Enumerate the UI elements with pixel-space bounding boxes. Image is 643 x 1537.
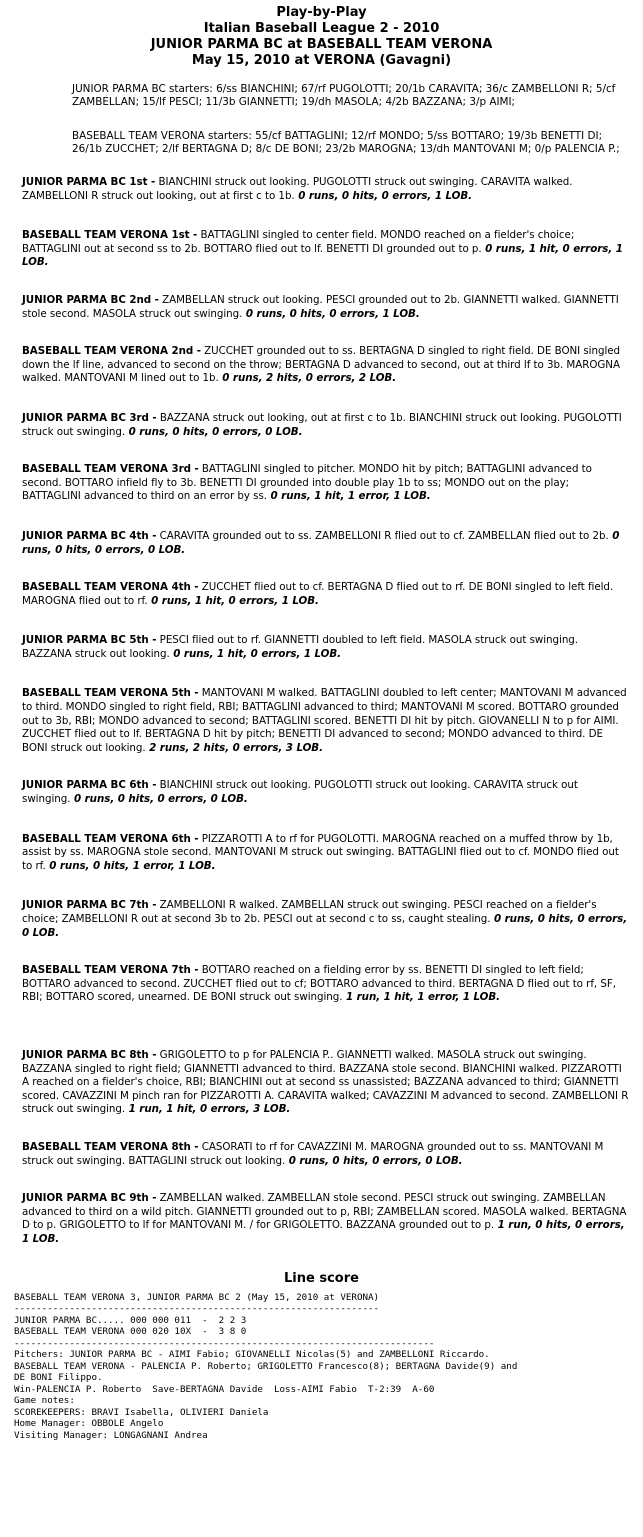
inning-entry: [22, 176, 629, 203]
inning-summary: 0 runs, 1 hit, 0 errors, 1 LOB.: [22, 242, 623, 269]
inning-entry: [22, 1141, 629, 1168]
inning-plays: BOTTARO reached on a fielding error by ss. BENETTI DI singled to left field; BOTTARO advanced to second. ZUCCHET flied out to cf; BOTTARO advanced to third. BERTAGNA D flied out to rf, SF, RBI; BOTTARO scored, unearned. DE BONI struck out swinging.: [22, 964, 616, 1004]
inning-plays: PESCI flied out to rf. GIANNETTI doubled to left field. MASOLA struck out swinging. BAZZANA struck out looking.: [22, 634, 579, 660]
inning-plays: BATTAGLINI singled to center field. MONDO reached on a fielder's choice; BATTAGLINI out at second ss to 2b. BOTTARO flied out to lf. BENETTI DI grounded out to p.: [22, 229, 575, 255]
line-score-block: [14, 1292, 643, 1442]
line-score-line: JUNIOR PARMA BC..... 000 000 011 - 2 2 3: [14, 1314, 247, 1326]
inning-team-label: BASEBALL TEAM VERONA 5th -: [22, 687, 199, 700]
inning-plays: ZUCCHET flied out to cf. BERTAGNA D flied out to rf. DE BONI singled to left field. MAROGNA flied out to rf.: [22, 581, 614, 607]
inning-summary: 1 run, 1 hit, 1 error, 1 LOB.: [342, 991, 501, 1004]
inning-team-label: BASEBALL TEAM VERONA 3rd -: [22, 463, 199, 476]
inning-team-label: JUNIOR PARMA BC 5th -: [22, 634, 157, 647]
line-score-line: Win-PALENCIA P. Roberto Save-BERTAGNA Davide Loss-AIMI Fabio T-2:39 A-60: [14, 1383, 435, 1395]
inning-summary: 1 run, 0 hits, 0 errors, 1 LOB.: [22, 1219, 625, 1245]
inning-plays: GRIGOLETTO to p for PALENCIA P.. GIANNETTI walked. MASOLA struck out swinging. BAZZANA singled to right field; GIANNETTI advanced to third. BAZZANA stole second. BIANCHINI walked. PIZZAROTTI A reached on a fielder's choice, RBI; BIANCHINI out at second ss unassisted; BAZZANA advanced to third; GIANNETTI scored. CAVAZZINI M pinch ran for PIZZAROTTI A. CARAVITA walked; CAVAZZINI M advanced to second. ZAMBELLONI R struck out swinging.: [22, 1048, 629, 1116]
inning-team-label: BASEBALL TEAM VERONA 6th -: [22, 832, 199, 845]
inning-entry: [22, 345, 629, 386]
inning-team-label: BASEBALL TEAM VERONA 2nd -: [22, 345, 201, 358]
page-title: Play-by-Play: [276, 5, 367, 20]
line-score-line: SCOREKEEPERS: BRAVI Isabella, OLIVIERI Daniela: [14, 1406, 269, 1418]
inning-plays: BIANCHINI struck out looking. PUGOLOTTI struck out looking. CARAVITA struck out swinging.: [22, 779, 578, 806]
inning-entry: [22, 463, 629, 504]
inning-team-label: BASEBALL TEAM VERONA 8th -: [22, 1140, 199, 1153]
inning-summary: 0 runs, 0 hits, 0 errors, 1 LOB.: [294, 189, 472, 202]
inning-entry: [22, 833, 629, 874]
inning-summary: 0 runs, 0 hits, 1 error, 1 LOB.: [45, 859, 216, 872]
inning-summary: 0 runs, 1 hit, 1 error, 1 LOB.: [266, 490, 431, 503]
inning-summary: 0 runs, 0 hits, 0 errors, 0 LOB.: [70, 793, 248, 806]
inning-summary: 1 run, 1 hit, 0 errors, 3 LOB.: [125, 1103, 291, 1116]
inning-plays: BAZZANA struck out looking, out at first c to 1b. BIANCHINI struck out looking. PUGOLOTTI struck out swinging.: [22, 411, 622, 438]
inning-team-label: JUNIOR PARMA BC 8th -: [22, 1048, 157, 1061]
inning-team-label: BASEBALL TEAM VERONA 1st -: [22, 229, 198, 242]
inning-plays: PIZZAROTTI A to rf for PUGOLOTTI. MAROGNA reached on a muffed throw by 1b, assist by ss. MAROGNA stole second. MANTOVANI M struck out swinging. BATTAGLINI flied out to cf. MONDO flied out to rf.: [22, 832, 619, 872]
inning-plays: ZAMBELLAN struck out looking. PESCI grounded out to 2b. GIANNETTI walked. GIANNETTI stole second. MASOLA struck out swinging.: [22, 293, 619, 320]
line-score-line: Visiting Manager: LONGAGNANI Andrea: [14, 1429, 208, 1441]
inning-summary: 0 runs, 2 hits, 0 errors, 2 LOB.: [218, 372, 397, 385]
line-score-line: Game notes:: [14, 1395, 75, 1406]
header: [0, 5, 643, 69]
inning-summary: 0 runs, 0 hits, 0 errors, 1 LOB.: [242, 307, 420, 320]
league-title: Italian Baseball League 2 - 2010: [203, 21, 440, 36]
inning-summary: 0 runs, 0 hits, 0 errors, 0 LOB.: [285, 1154, 463, 1167]
inning-plays: MANTOVANI M walked. BATTAGLINI doubled to left center; MANTOVANI M advanced to third. MONDO singled to right field, RBI; BATTAGLINI advanced to third; MANTOVANI M scored. BOTTARO grounded out to 3b, RBI; MONDO advanced to second; BATTAGLINI scored. BENETTI DI hit by pitch. GIOVANELLI N to p for AIMI. ZUCCHET flied out to lf. BERTAGNA D hit by pitch; BENETTI DI advanced to second; MONDO advanced to third. DE BONI struck out looking.: [22, 687, 627, 754]
inning-team-label: JUNIOR PARMA BC 9th -: [22, 1192, 157, 1205]
inning-entry: [22, 899, 629, 940]
inning-team-label: JUNIOR PARMA BC 2nd -: [22, 293, 159, 306]
inning-team-label: JUNIOR PARMA BC 3rd -: [22, 411, 157, 424]
inning-entry: [22, 530, 629, 557]
inning-plays: CASORATI to rf for CAVAZZINI M. MAROGNA grounded out to ss. MANTOVANI M struck out swinging. BATTAGLINI struck out looking.: [22, 1140, 604, 1167]
inning-entry: [22, 412, 629, 439]
inning-team-label: JUNIOR PARMA BC 6th -: [22, 779, 157, 792]
line-score-title: Line score: [284, 1270, 359, 1286]
innings-list: [0, 176, 643, 1247]
line-score-line: ----------------------------------------------------------------------------: [14, 1337, 435, 1349]
inning-plays: ZAMBELLAN walked. ZAMBELLAN stole second. PESCI struck out swinging. ZAMBELLAN advanced to third on a wild pitch. GIANNETTI grounded out to p, RBI; ZAMBELLAN scored. MASOLA walked. BERTAGNA D to p. GRIGOLETTO to lf for MANTOVANI M. / for GRIGOLETTO. BAZZANA grounded out to p.: [22, 1192, 627, 1232]
inning-team-label: BASEBALL TEAM VERONA 7th -: [22, 964, 199, 977]
away-starters: JUNIOR PARMA BC starters: 6/ss BIANCHINI; 67/rf PUGOLOTTI; 20/1b CARAVITA; 36/c ZAMBELLONI R; 5/cf ZAMBELLAN; 15/lf PESCI; 11/3b GIANNETTI; 19/dh MASOLA; 4/2b BAZZANA; 3/p AIMI;: [72, 83, 616, 108]
inning-plays: ZUCCHET grounded out to ss. BERTAGNA D singled to right field. DE BONI singled down the lf line, advanced to second on the throw; BERTAGNA D advanced to second, out at third lf to 3b. MAROGNA walked. MANTOVANI M lined out to 1b.: [22, 345, 621, 385]
home-starters: BASEBALL TEAM VERONA starters: 55/cf BATTAGLINI; 12/rf MONDO; 5/ss BOTTARO; 19/3b BENETTI DI; 26/1b ZUCCHET; 2/lf BERTAGNA D; 8/c DE BONI; 23/2b MAROGNA; 13/dh MANTOVANI M; 0/p PALENCIA P.;: [72, 130, 620, 155]
line-score-line: BASEBALL TEAM VERONA 000 020 10X - 3 8 0: [14, 1326, 247, 1337]
inning-entry: [22, 687, 629, 755]
line-score-line: BASEBALL TEAM VERONA - PALENCIA P. Roberto; GRIGOLETTO Francesco(8); BERTAGNA Davide(9) and: [14, 1360, 518, 1372]
inning-entry: [22, 634, 629, 661]
line-score-line: ------------------------------------------------------------------: [14, 1303, 380, 1314]
inning-entry: [22, 964, 629, 1005]
inning-plays: BIANCHINI struck out looking. PUGOLOTTI struck out swinging. CARAVITA walked. ZAMBELLONI R struck out looking, out at first c to 1b.: [22, 176, 573, 202]
inning-plays: CARAVITA grounded out to ss. ZAMBELLONI R flied out to cf. ZAMBELLAN flied out to 2b.: [156, 529, 609, 542]
line-score-line: DE BONI Filippo.: [14, 1372, 103, 1383]
inning-team-label: BASEBALL TEAM VERONA 4th -: [22, 581, 199, 594]
inning-entry: [22, 779, 629, 806]
inning-team-label: JUNIOR PARMA BC 4th -: [22, 529, 157, 542]
inning-plays: ZAMBELLONI R walked. ZAMBELLAN struck out swinging. PESCI reached on a fielder's choice; ZAMBELLONI R out at second 3b to 2b. PESCI out at second c to ss, caught stealing.: [22, 899, 597, 925]
line-score-line: Home Manager: OBBOLE Angelo: [14, 1418, 164, 1429]
inning-summary: 2 runs, 2 hits, 0 errors, 3 LOB.: [145, 741, 323, 754]
inning-entry: [22, 229, 629, 270]
inning-summary: 0 runs, 0 hits, 0 errors, 0 LOB.: [125, 425, 303, 438]
inning-entry: [22, 581, 629, 608]
inning-team-label: JUNIOR PARMA BC 1st -: [22, 176, 156, 188]
inning-summary: 0 runs, 0 hits, 0 errors, 0 LOB.: [22, 529, 620, 556]
date-place: May 15, 2010 at VERONA (Gavagni): [191, 53, 452, 68]
inning-summary: 0 runs, 1 hit, 0 errors, 1 LOB.: [147, 594, 319, 607]
inning-entry: [22, 1049, 629, 1117]
inning-entry: [22, 294, 629, 321]
matchup-title: JUNIOR PARMA BC at BASEBALL TEAM VERONA: [150, 37, 493, 52]
inning-summary: 0 runs, 0 hits, 0 errors, 0 LOB.: [22, 913, 628, 939]
line-score-line: BASEBALL TEAM VERONA 3, JUNIOR PARMA BC 2 (May 15, 2010 at VERONA): [14, 1291, 380, 1303]
inning-plays: BATTAGLINI singled to pitcher. MONDO hit by pitch; BATTAGLINI advanced to second. BOTTARO infield fly to 3b. BENETTI DI grounded into double play 1b to ss; MONDO out on the play; BATTAGLINI advanced to third on an error by ss.: [22, 463, 592, 503]
inning-team-label: JUNIOR PARMA BC 7th -: [22, 899, 157, 912]
inning-entry: [22, 1192, 629, 1246]
inning-summary: 0 runs, 1 hit, 0 errors, 1 LOB.: [169, 647, 342, 660]
line-score-line: Pitchers: JUNIOR PARMA BC - AIMI Fabio; GIOVANELLI Nicolas(5) and ZAMBELLONI Riccardo.: [14, 1349, 490, 1360]
